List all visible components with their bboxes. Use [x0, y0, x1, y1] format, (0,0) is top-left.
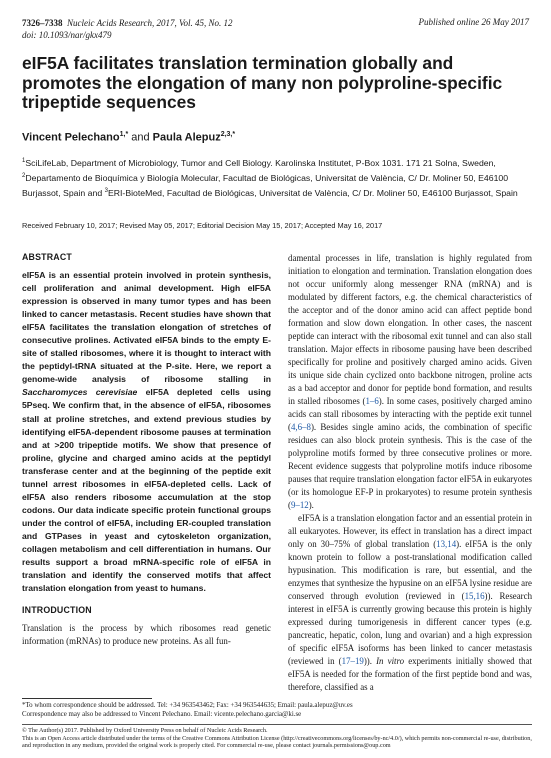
author-list: [22, 131, 235, 144]
running-header: [22, 17, 232, 41]
reference-link[interactable]: 1–6: [365, 396, 379, 406]
footnote-divider: [22, 698, 152, 699]
correspondence-footnote: [22, 702, 532, 719]
introduction-text: Translation is the process by which ribosomes read genetic information (mRNAs) to produce new proteins. As all fun-: [22, 623, 271, 647]
license-notice: [22, 727, 532, 750]
author-name: Vincent Pelechano: [22, 131, 120, 144]
license-divider: [22, 724, 532, 725]
right-column: [288, 252, 532, 694]
reference-link[interactable]: 17–19: [341, 656, 364, 666]
species-name: Saccharomyces cerevisiae: [22, 387, 138, 398]
introduction-paragraph: damental processes in life, translation is highly regulated from initiation to elongation and termination. Translation elongation does not occur uniformly along messenger RNA (mRNA) and is modulated by different factors, e.g. the chemical characteristics of the acceptor and of the donor amino acid can affect peptide bond formation and slow down elongation. In other cases, the nascent peptide can interact with the ribosomal exit tunnel and can also stall translation. Major effects in ribosome pausing have been described specifically for proline and positively charged amino acids. Given its unique side chain cyclized onto backbone nitrogen, proline acts as a bad acceptor and donor for peptide bond formation, and results in stalled ribosomes (1–6). In some cases, positively charged amino acids can stall ribosomes by interacting with the peptide exit tunnel (4,6–8). Besides single amino acids, the combination of specific residues can also block protein synthesis. This is the case of the polyproline motifs formed by three consecutive prolines or more. Recent evidence suggests that polyproline motifs induce ribosome pauses that require translation elongation factor eIF5A in eukaryotes (or its homologue EF-P in prokaryotes) to resume protein synthesis (9–12).: [288, 253, 532, 510]
license-text: This is an Open Access article distributed under the terms of the Creative Commons Attribution License (http://creativecommons.org/licenses/by-nc/4.0/), which permits non-commercial re-use, distribution, and reproduction in any medium, provided the original work is properly cited. For commercial re-use, please contact journals.permissions@oup.com: [22, 734, 532, 749]
article-title: eIF5A facilitates translation termination globally and promotes the elongation of many non polyproline-specific tripeptide sequences: [22, 53, 503, 112]
reference-link[interactable]: 13,14: [436, 539, 457, 549]
introduction-heading: INTRODUCTION: [22, 605, 92, 616]
article-dates: Received February 10, 2017; Revised May 05, 2017; Editorial Decision May 15, 2017; Accepted May 16, 2017: [22, 221, 383, 230]
journal-name: Nucleic Acids Research, 2017, Vol. 45, No. 12: [67, 18, 233, 28]
reference-link[interactable]: 4,6–8: [290, 422, 311, 432]
affiliations: $^1$SciLifeLab, Department of Microbiology, Tumor and Cell Biology. Karolinska Institutet, P-Box 1031. 171 21 Solna, Sweden, $^2$Departamento de Bioquímica y Biología Molecular, Facultad de Biológicas, Universitat de València, C/ Dr. Moliner 50, E46100 Burjassot, Spain and $^3$ERI-BioteMed, Facultad de Biológicas, Universitat de València, C/ Dr. Moliner 50, E46100 Burjassot, Spain: [22, 157, 518, 198]
abstract-heading: ABSTRACT: [22, 252, 72, 262]
reference-link[interactable]: 9–12: [290, 500, 309, 510]
footnote-line: Correspondence may also be addressed to Vincent Pelechano. Email: vicente.pelechano.garcia@ki.se: [22, 710, 302, 718]
author-superscript: 2,3,*: [220, 131, 236, 138]
introduction-paragraph: eIF5A is a translation elongation factor and an essential protein in all eukaryotes. However, its effect in translation has a direct impact only on 30–75% of global translation (13,14). eIF5A is the only known protein to follow a post-translational modification called hypusination. This modification is rare, but essential, and the enzymes that synthesize the hypusine on an eIF5A lysine residue are conserved through evolution (reviewed in (15,16)). Research interest in eIF5A is currently growing because this protein is highly expressed during tumorigenesis in different cancer types (e.g. pancreatic, hepatic, colon, lung and ovarian) and a high expression of specific eIF5A isoforms has been linked to cancer metastasis (reviewed in (17–19)). In vitro experiments initially showed that eIF5A is needed for the formation of the first peptide bond and was, therefore, classified as a: [288, 513, 533, 692]
abstract-text: eIF5A is an essential protein involved in protein synthesis, cell proliferation and animal development. High eIF5A expression is observed in many tumor types and has been linked to cancer metastasis. Recent studies have shown that eIF5A facilitates the translation elongation of stretches of consecutive prolines. Activated eIF5A binds to the empty E-site of stalled ribosomes, where it is thought to interact with the peptidyl-tRNA situated at the P-site. Here, we report a genome-wide analysis of ribosome stalling in Saccharomyces cerevisiae eIF5A depleted cells using 5Pseq. We confirm that, in the absence of eIF5A, ribosomes stall at proline stretches, and extend previous studies by identifying eIF5A-dependent ribosome pauses at termination and at >200 tripeptide motifs. We show that presence of proline, glycine and charged amino acids at the peptidyl transferase center and at the beginning of the peptide exit tunnel arrest ribosomes in eIF5A-depleted cells. Lack of eIF5A also renders ribosome accumulation at the stop codons. Our data indicate specific protein functional groups under the control of eIF5A, including ER-coupled translation and GTPases in yeast and cytoskeleton organization, collagen metabolism and cell differentiation in humans. Our results support a broad mRNA-specific role of eIF5A in translation and identify the conserved motifs that affect translation elongation from yeast to humans.: [22, 270, 272, 594]
left-column: [22, 252, 271, 648]
publication-date: Published online 26 May 2017: [418, 17, 529, 27]
reference-link[interactable]: 15,16: [464, 591, 485, 601]
author-name: Paula Alepuz: [152, 131, 221, 144]
author-conjunction: and: [128, 131, 153, 144]
doi[interactable]: doi: 10.1093/nar/gkx479: [22, 30, 112, 40]
copyright-line: © The Author(s) 2017. Published by Oxford University Press on behalf of Nucleic Acids Research.: [22, 727, 268, 734]
journal-citation: [22, 17, 232, 29]
footnote-line: *To whom correspondence should be addressed. Tel: +34 963543462; Fax: +34 963544635; Email: paula.alepuz@uv.es: [22, 702, 353, 709]
author-superscript: 1,*: [119, 131, 129, 138]
page-range: 7326–7338: [22, 18, 63, 28]
